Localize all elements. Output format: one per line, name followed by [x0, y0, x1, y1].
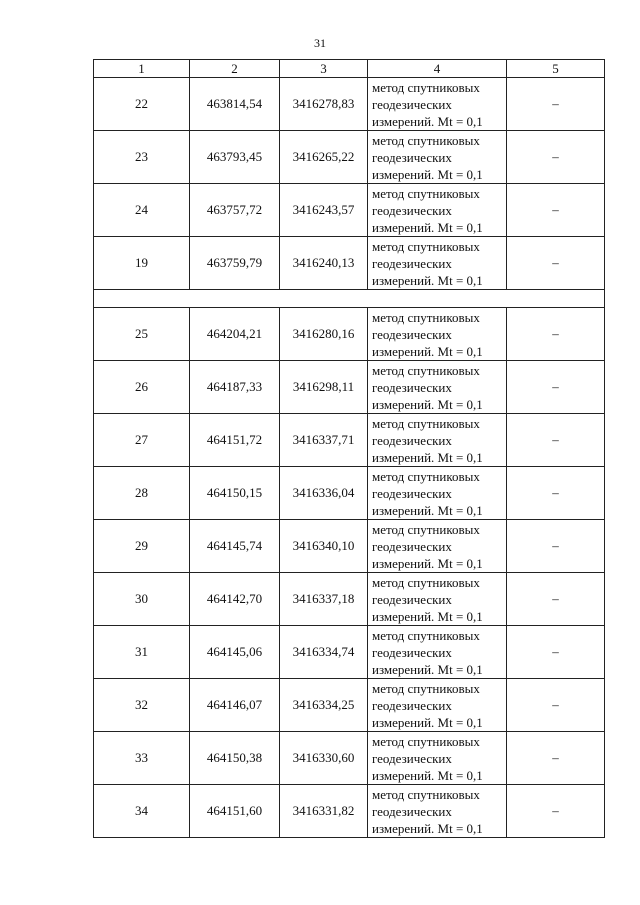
method-line: метод спутниковых: [372, 786, 480, 802]
coordinate-y: 3416336,04: [280, 467, 368, 520]
table-row: [94, 626, 605, 679]
method-cell: [368, 626, 507, 679]
coordinate-x: 464146,07: [190, 679, 280, 732]
method-line: измерений. Mt = 0,1: [372, 113, 483, 129]
coordinate-x: 464145,74: [190, 520, 280, 573]
coordinate-y: 3416298,11: [280, 361, 368, 414]
dash-cell: –: [507, 308, 605, 361]
method-line: измерений. Mt = 0,1: [372, 555, 483, 571]
method-cell: [368, 785, 507, 838]
coordinate-x: 464150,38: [190, 732, 280, 785]
method-line: измерений. Mt = 0,1: [372, 661, 483, 677]
table-row: [94, 131, 605, 184]
dash-cell: –: [507, 361, 605, 414]
table-row: [94, 237, 605, 290]
method-cell: [368, 679, 507, 732]
coordinate-x: 463793,45: [190, 131, 280, 184]
point-number: 19: [94, 237, 190, 290]
point-number: 34: [94, 785, 190, 838]
table-body: [94, 78, 605, 838]
method-line: геодезических: [372, 538, 452, 554]
table-row: [94, 308, 605, 361]
dash-cell: –: [507, 573, 605, 626]
method-cell: [368, 361, 507, 414]
method-cell: [368, 131, 507, 184]
method-line: метод спутниковых: [372, 468, 480, 484]
method-cell: [368, 184, 507, 237]
coordinate-y: 3416337,18: [280, 573, 368, 626]
coordinate-x: 463814,54: [190, 78, 280, 131]
dash-cell: –: [507, 732, 605, 785]
point-number: 29: [94, 520, 190, 573]
coordinate-x: 464145,06: [190, 626, 280, 679]
method-line: метод спутниковых: [372, 574, 480, 590]
method-line: геодезических: [372, 697, 452, 713]
header-col-1: 1: [94, 60, 190, 78]
point-number: 32: [94, 679, 190, 732]
method-line: метод спутниковых: [372, 362, 480, 378]
dash-cell: –: [507, 78, 605, 131]
method-line: измерений. Mt = 0,1: [372, 449, 483, 465]
method-line: измерений. Mt = 0,1: [372, 714, 483, 730]
point-number: 22: [94, 78, 190, 131]
coordinate-x: 464204,21: [190, 308, 280, 361]
table-row: [94, 467, 605, 520]
method-line: геодезических: [372, 379, 452, 395]
method-line: геодезических: [372, 255, 452, 271]
method-line: геодезических: [372, 326, 452, 342]
method-line: геодезических: [372, 432, 452, 448]
method-line: измерений. Mt = 0,1: [372, 767, 483, 783]
table-row: [94, 361, 605, 414]
header-col-3: 3: [280, 60, 368, 78]
method-line: метод спутниковых: [372, 309, 480, 325]
point-number: 28: [94, 467, 190, 520]
table-row: [94, 520, 605, 573]
dash-cell: –: [507, 184, 605, 237]
dash-cell: –: [507, 785, 605, 838]
coordinate-x: 464151,60: [190, 785, 280, 838]
separator-cell: [94, 290, 605, 308]
point-number: 25: [94, 308, 190, 361]
coordinate-y: 3416330,60: [280, 732, 368, 785]
method-line: геодезических: [372, 149, 452, 165]
separator-row: [94, 290, 605, 308]
coordinate-y: 3416337,71: [280, 414, 368, 467]
point-number: 33: [94, 732, 190, 785]
coordinate-x: 463757,72: [190, 184, 280, 237]
coordinate-y: 3416334,25: [280, 679, 368, 732]
coordinates-table: [93, 59, 605, 838]
point-number: 30: [94, 573, 190, 626]
table-row: [94, 78, 605, 131]
coordinate-y: 3416278,83: [280, 78, 368, 131]
method-cell: [368, 467, 507, 520]
method-line: измерений. Mt = 0,1: [372, 343, 483, 359]
coordinate-y: 3416243,57: [280, 184, 368, 237]
method-line: геодезических: [372, 750, 452, 766]
method-line: метод спутниковых: [372, 238, 480, 254]
dash-cell: –: [507, 679, 605, 732]
point-number: 23: [94, 131, 190, 184]
method-line: измерений. Mt = 0,1: [372, 820, 483, 836]
dash-cell: –: [507, 626, 605, 679]
method-line: измерений. Mt = 0,1: [372, 166, 483, 182]
table-row: [94, 785, 605, 838]
method-line: измерений. Mt = 0,1: [372, 502, 483, 518]
method-line: метод спутниковых: [372, 733, 480, 749]
header-row: [94, 60, 605, 78]
method-cell: [368, 520, 507, 573]
coordinate-x: 464187,33: [190, 361, 280, 414]
method-line: метод спутниковых: [372, 415, 480, 431]
page-number: 31: [314, 36, 326, 50]
method-line: геодезических: [372, 803, 452, 819]
method-line: метод спутниковых: [372, 627, 480, 643]
coordinate-y: 3416340,10: [280, 520, 368, 573]
point-number: 24: [94, 184, 190, 237]
coordinate-x: 464151,72: [190, 414, 280, 467]
header-col-4: 4: [368, 60, 507, 78]
method-cell: [368, 732, 507, 785]
dash-cell: –: [507, 237, 605, 290]
method-line: геодезических: [372, 202, 452, 218]
header-col-5: 5: [507, 60, 605, 78]
method-line: метод спутниковых: [372, 132, 480, 148]
coordinate-x: 463759,79: [190, 237, 280, 290]
coordinate-y: 3416240,13: [280, 237, 368, 290]
coordinate-y: 3416334,74: [280, 626, 368, 679]
dash-cell: –: [507, 131, 605, 184]
method-line: метод спутниковых: [372, 185, 480, 201]
coordinate-y: 3416331,82: [280, 785, 368, 838]
method-line: измерений. Mt = 0,1: [372, 219, 483, 235]
method-line: геодезических: [372, 96, 452, 112]
table-row: [94, 414, 605, 467]
dash-cell: –: [507, 520, 605, 573]
method-line: метод спутниковых: [372, 680, 480, 696]
method-line: геодезических: [372, 644, 452, 660]
coordinate-y: 3416265,22: [280, 131, 368, 184]
method-line: измерений. Mt = 0,1: [372, 608, 483, 624]
method-line: геодезических: [372, 485, 452, 501]
method-line: метод спутниковых: [372, 79, 480, 95]
dash-cell: –: [507, 414, 605, 467]
point-number: 26: [94, 361, 190, 414]
method-line: измерений. Mt = 0,1: [372, 396, 483, 412]
header-col-2: 2: [190, 60, 280, 78]
method-cell: [368, 414, 507, 467]
point-number: 31: [94, 626, 190, 679]
method-line: метод спутниковых: [372, 521, 480, 537]
method-line: геодезических: [372, 591, 452, 607]
method-cell: [368, 237, 507, 290]
coordinate-y: 3416280,16: [280, 308, 368, 361]
table-row: [94, 184, 605, 237]
table-row: [94, 732, 605, 785]
coordinate-x: 464150,15: [190, 467, 280, 520]
method-cell: [368, 78, 507, 131]
table-row: [94, 573, 605, 626]
method-cell: [368, 308, 507, 361]
dash-cell: –: [507, 467, 605, 520]
point-number: 27: [94, 414, 190, 467]
table-row: [94, 679, 605, 732]
method-line: измерений. Mt = 0,1: [372, 272, 483, 288]
method-cell: [368, 573, 507, 626]
coordinate-x: 464142,70: [190, 573, 280, 626]
